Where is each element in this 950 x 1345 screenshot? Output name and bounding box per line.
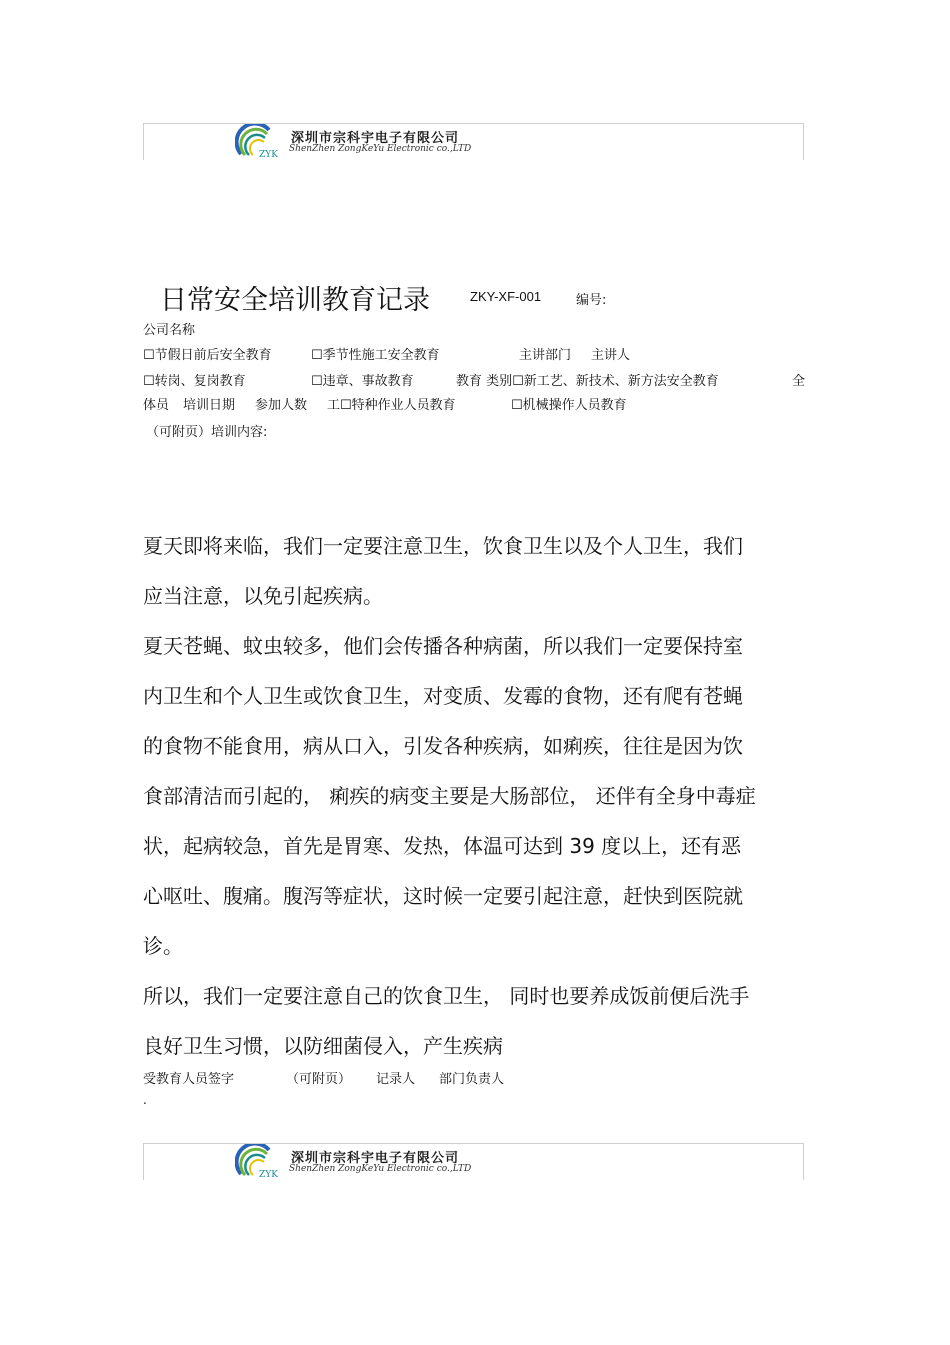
all-staff-label: 全 <box>792 374 806 389</box>
company-name-en: ShenZhen ZongKeYu Electronic co.,LTD <box>289 1164 472 1174</box>
content-line: 诊。 <box>143 934 183 958</box>
footer-dot: . <box>143 1093 147 1107</box>
letterhead-top <box>143 123 804 160</box>
company-name-cn: 深圳市宗科宇电子有限公司 <box>291 1151 460 1166</box>
content-line: 所以，我们一定要注意自己的饮食卫生， 同时也要养成饭前便后洗手 <box>143 984 750 1008</box>
content-line: 内卫生和个人卫生或饮食卫生，对变质、发霉的食物，还有爬有苍蝇 <box>143 684 743 708</box>
training-date-label: 培训日期 <box>183 398 236 413</box>
company-name-en: ShenZhen ZongKeYu Electronic co.,LTD <box>289 144 472 154</box>
content-line: 应当注意，以免引起疾病。 <box>143 584 383 608</box>
signature-label: 受教育人员签字 <box>143 1072 235 1087</box>
content-line: 食部清洁而引起的， 痢疾的病变主要是大肠部位， 还伴有全身中毒症 <box>143 784 756 808</box>
company-name-label: 公司名称 <box>143 323 196 338</box>
content-line: 的食物不能食用，病从口入，引发各种疾病，如痢疾，往往是因为饮 <box>143 734 743 758</box>
option-seasonal-education: ☐季节性施工安全教育 <box>311 348 440 363</box>
company-logo-icon <box>235 1144 283 1180</box>
content-line: 良好卫生习惯，以防细菌侵入，产生疾病 <box>143 1034 503 1058</box>
attendee-count-label: 参加人数 <box>255 398 308 413</box>
staff-label: 体员 <box>143 398 170 413</box>
serial-number-label: 编号: <box>576 293 607 308</box>
option-special-worker-education: 工☐特种作业人员教育 <box>327 398 456 413</box>
letterhead-bottom <box>143 1143 804 1180</box>
host-department-label: 主讲部门 <box>519 348 572 363</box>
attach-label: （可附页） <box>286 1072 352 1087</box>
page-title: 日常安全培训教育记录 <box>160 285 430 316</box>
speaker-label: 主讲人 <box>591 348 631 363</box>
logo-text: ZYK <box>259 1170 278 1180</box>
education-category-label: 教育 类别☐新工艺、新技术、新方法安全教育 <box>456 374 719 389</box>
option-machinery-education: ☐机械操作人员教育 <box>511 398 627 413</box>
content-line: 心呕吐、腹痛。腹泻等症状，这时候一定要引起注意，赶快到医院就 <box>143 884 743 908</box>
logo-text: ZYK <box>259 150 278 160</box>
option-violation-education: ☐违章、事故教育 <box>311 374 414 389</box>
department-head-label: 部门负责人 <box>439 1072 505 1087</box>
option-holiday-education: ☐节假日前后安全教育 <box>143 348 272 363</box>
content-line: 状，起病较急，首先是胃寒、发热，体温可达到 39 度以上，还有恶 <box>143 834 742 858</box>
company-name-cn: 深圳市宗科宇电子有限公司 <box>291 131 460 146</box>
content-line: 夏天即将来临，我们一定要注意卫生，饮食卫生以及个人卫生，我们 <box>143 534 743 558</box>
document-code: ZKY-XF-001 <box>470 289 542 304</box>
option-transfer-education: ☐转岗、复岗教育 <box>143 374 246 389</box>
content-line: 夏天苍蝇、蚊虫较多，他们会传播各种病菌，所以我们一定要保持室 <box>143 634 743 658</box>
training-content-label: （可附页）培训内容: <box>146 425 268 440</box>
recorder-label: 记录人 <box>376 1072 416 1087</box>
company-logo-icon <box>235 124 283 160</box>
